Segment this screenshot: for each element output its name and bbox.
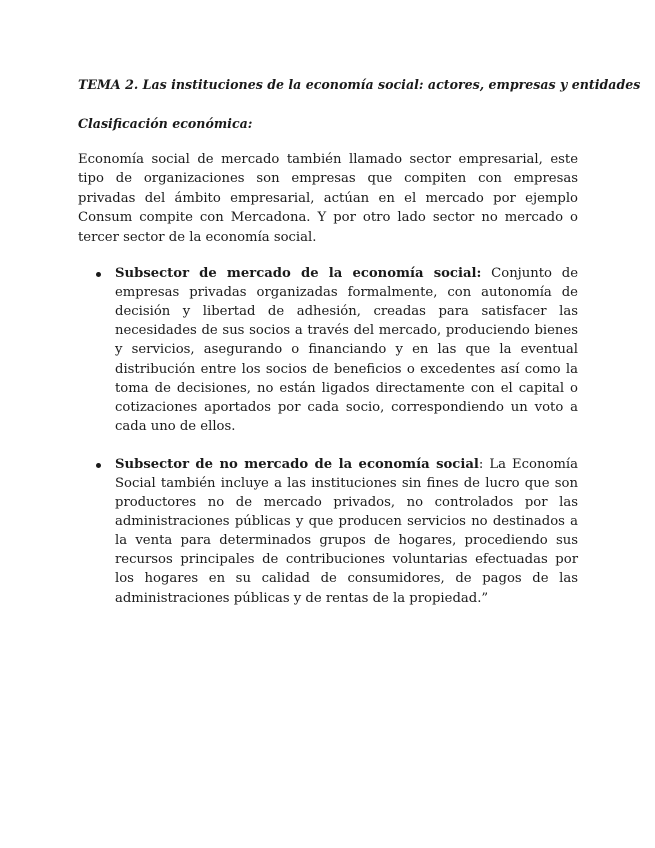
list-item-lead: Subsector de mercado de la economía social:	[115, 266, 482, 282]
list-item-separator: :	[478, 456, 484, 472]
document-page	[78, 76, 641, 608]
bullet-list	[78, 264, 578, 608]
bullet-dot-icon	[96, 272, 101, 277]
list-item-non-market-subsector	[78, 455, 578, 608]
list-item-lead: Subsector de no mercado de la economía social	[115, 456, 479, 472]
list-item-text: La Economía Social también incluye a las instituciones sin fines de lucro que son productores no de mercado privados, no controlados por las administraciones públicas y que producen servicios no destinados a la venta para determinados grupos de hogares, procediendo sus recursos principales de contribuciones voluntarias efectuadas por los hogares en su calidad de consumidores, de pagos de las administraciones públicas y de rentas de la propiedad.”	[115, 456, 578, 606]
bullet-dot-icon	[96, 463, 101, 468]
list-item-market-subsector	[78, 264, 578, 436]
intro-paragraph: Economía social de mercado también llamado sector empresarial, este tipo de organizaciones son empresas que compiten con empresas privadas del ámbito empresarial, actúan en el mercado por ejemplo Consum compite con Mercadona. Y por otro lado sector no mercado o tercer sector de la economía social.	[78, 152, 578, 245]
section-subtitle: Clasificación económica:	[78, 116, 253, 131]
document-title: TEMA 2. Las instituciones de la economía social: actores, empresas y entidades	[78, 77, 641, 92]
list-item-text: Conjunto de empresas privadas organizadas formalmente, con autonomía de decisión y libertad de adhesión, creadas para satisfacer las necesidades de sus socios a través del mercado, produciendo bienes y servicios, asegurando o financiando y en las que la eventual distribución entre los socios de beneficios o excedentes así como la toma de decisiones, no están ligados directamente con el capital o cotizaciones aportados por cada socio, correspondiendo un voto a cada uno de ellos.	[115, 266, 579, 434]
